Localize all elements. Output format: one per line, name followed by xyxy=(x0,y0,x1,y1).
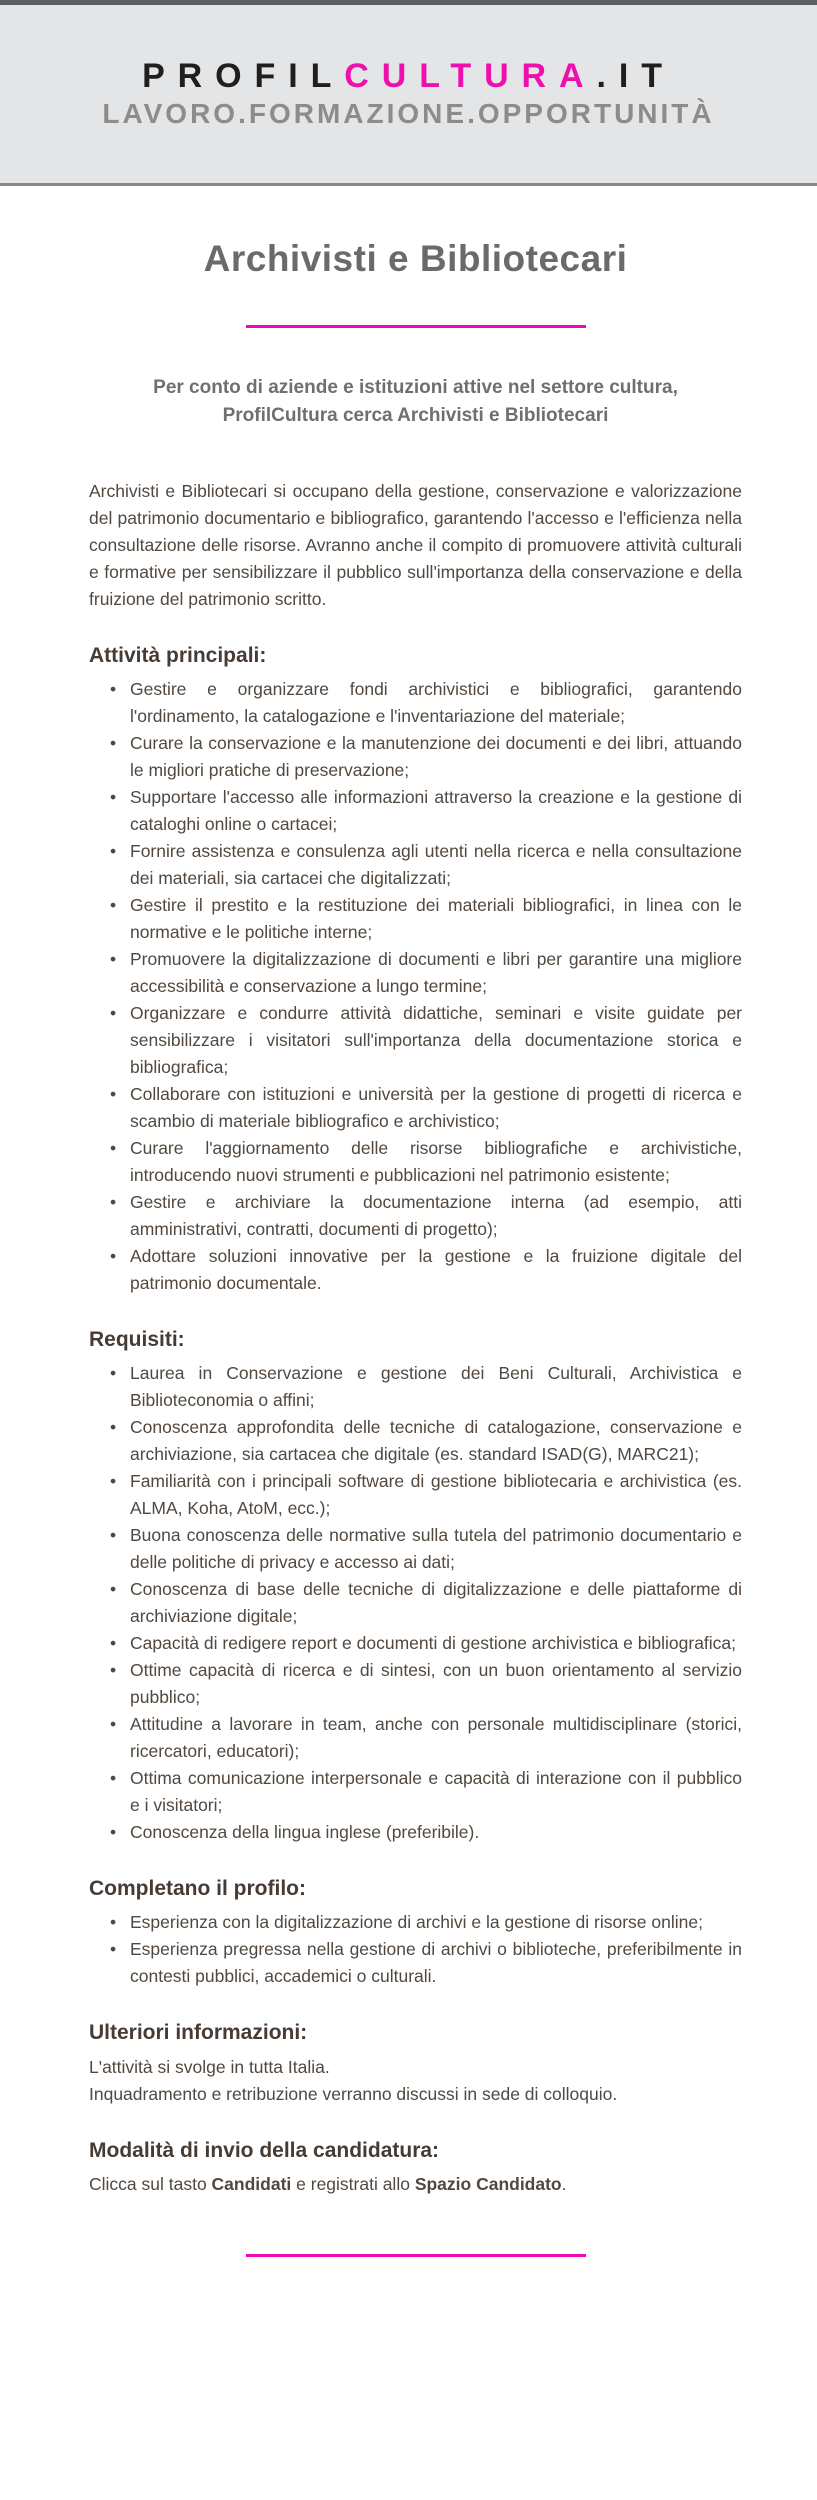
site-header xyxy=(0,0,817,186)
section-heading: Attività principali: xyxy=(89,643,267,667)
emphasis-text: Candidati xyxy=(211,2173,292,2194)
section-heading: Requisiti: xyxy=(89,1327,185,1351)
bullet-item: • Conoscenza di base delle tecniche di digitalizzazione e delle piattaforme di archiviazione digitale; xyxy=(89,1576,742,1630)
bullet-item: • Familiarità con i principali software di gestione bibliotecaria e archivistica (es. ALMA, Koha, AtoM, ecc.); xyxy=(89,1468,742,1522)
bullet-list xyxy=(89,1360,742,1846)
bullet-item: • Curare la conservazione e la manutenzione dei documenti e dei libri, attuando le migliori pratiche di preservazione; xyxy=(89,730,742,784)
page-title: Archivisti e Bibliotecari xyxy=(203,238,628,279)
bullet-item: • Adottare soluzioni innovative per la gestione e la fruizione digitale del patrimonio documentale. xyxy=(89,1243,742,1297)
bullet-item: • Ottime capacità di ricerca e di sintesi, con un buon orientamento al servizio pubblico; xyxy=(89,1657,742,1711)
bullet-list xyxy=(89,676,742,1297)
plain-text: e registrati allo xyxy=(291,2173,415,2194)
bullet-item: • Curare l'aggiornamento delle risorse bibliografiche e archivistiche, introducendo nuovi strumenti e pubblicazioni nel patrimonio esistente; xyxy=(89,1135,742,1189)
bullet-item: • Esperienza con la digitalizzazione di archivi e la gestione di risorse online; xyxy=(89,1909,742,1936)
bullet-item: • Organizzare e condurre attività didattiche, seminari e visite guidate per sensibilizzare i visitatori sull'importanza della documentazione storica e bibliografica; xyxy=(89,1000,742,1081)
logo-part-it: .IT xyxy=(596,56,675,95)
job-sections xyxy=(89,643,742,2198)
bullet-item: • Promuovere la digitalizzazione di documenti e libri per garantire una migliore accessibilità e conservazione a lungo termine; xyxy=(89,946,742,1000)
bullet-item: • Fornire assistenza e consulenza agli utenti nella ricerca e nella consultazione dei materiali, sia cartacei che digitalizzati; xyxy=(89,838,742,892)
job-subtitle xyxy=(89,374,742,430)
site-tagline: LAVORO.FORMAZIONE.OPPORTUNITÀ xyxy=(102,98,715,130)
bullet-item: • Gestire il prestito e la restituzione dei materiali bibliografici, in linea con le normative e le politiche interne; xyxy=(89,892,742,946)
bullet-item: • Gestire e archiviare la documentazione interna (ad esempio, atti amministrativi, contratti, documenti di progetto); xyxy=(89,1189,742,1243)
bullet-item: • Capacità di redigere report e documenti di gestione archivistica e bibliografica; xyxy=(89,1630,742,1657)
text-line: L'attività si svolge in tutta Italia. xyxy=(89,2056,330,2077)
plain-text: Clicca sul tasto xyxy=(89,2173,212,2194)
job-section xyxy=(89,643,742,1297)
bullet-item: • Conoscenza approfondita delle tecniche di catalogazione, conservazione e archiviazione, sia cartacea che digitale (es. standard ISAD(G), MARC21); xyxy=(89,1414,742,1468)
bullet-list xyxy=(89,1909,742,1990)
text-line: Inquadramento e retribuzione verranno discussi in sede di colloquio. xyxy=(89,2083,618,2104)
emphasis-text: Spazio Candidato xyxy=(414,2173,562,2194)
title-divider xyxy=(246,325,586,328)
bullet-item: • Conoscenza della lingua inglese (preferibile). xyxy=(89,1819,742,1846)
job-subtitle-line: Per conto di aziende e istituzioni attive nel settore cultura, xyxy=(153,376,678,398)
logo-part-cultura: CULTURA xyxy=(344,56,597,95)
job-section xyxy=(89,1876,742,1990)
job-section xyxy=(89,1327,742,1846)
bullet-item: • Collaborare con istituzioni e università per la gestione di progetti di ricerca e scambio di materiale bibliografico e archivistico; xyxy=(89,1081,742,1135)
footer-divider xyxy=(246,2254,586,2257)
bullet-item: • Esperienza pregressa nella gestione di archivi o biblioteche, preferibilmente in contesti pubblici, accademici o culturali. xyxy=(89,1936,742,1990)
plain-text: . xyxy=(561,2173,567,2194)
bullet-item: • Laurea in Conservazione e gestione dei Beni Culturali, Archivistica e Biblioteconomia o affini; xyxy=(89,1360,742,1414)
logo-part-profil: PROFIL xyxy=(142,56,345,95)
site-logo xyxy=(142,58,675,95)
section-heading: Modalità di invio della candidatura: xyxy=(89,2138,440,2162)
job-section xyxy=(89,2138,742,2198)
section-heading: Ulteriori informazioni: xyxy=(89,2021,308,2045)
job-content xyxy=(0,238,817,2297)
bullet-item: • Gestire e organizzare fondi archivistici e bibliografici, garantendo l'ordinamento, la catalogazione e l'inventariazione del materiale; xyxy=(89,676,742,730)
bullet-item: • Buona conoscenza delle normative sulla tutela del patrimonio documentario e delle politiche di privacy e accesso ai dati; xyxy=(89,1522,742,1576)
bullet-item: • Supportare l'accesso alle informazioni attraverso la creazione e la gestione di cataloghi online o cartacei; xyxy=(89,784,742,838)
job-description: Archivisti e Bibliotecari si occupano della gestione, conservazione e valorizzazione del patrimonio documentario e bibliografico, garantendo l'accesso e l'efficienza nella consultazione delle risorse. Avranno anche il compito di promuovere attività culturali e formative per sensibilizzare il pubblico sull'importanza della conservazione e della fruizione del patrimonio scritto. xyxy=(89,480,742,609)
job-subtitle-line: ProfilCultura cerca Archivisti e Bibliotecari xyxy=(222,404,609,426)
bullet-item: • Attitudine a lavorare in team, anche con personale multidisciplinare (storici, ricercatori, educatori); xyxy=(89,1711,742,1765)
job-section xyxy=(89,2020,742,2107)
text-line xyxy=(89,2171,742,2198)
section-heading: Completano il profilo: xyxy=(89,1877,306,1901)
bullet-item: • Ottima comunicazione interpersonale e capacità di interazione con il pubblico e i visitatori; xyxy=(89,1765,742,1819)
